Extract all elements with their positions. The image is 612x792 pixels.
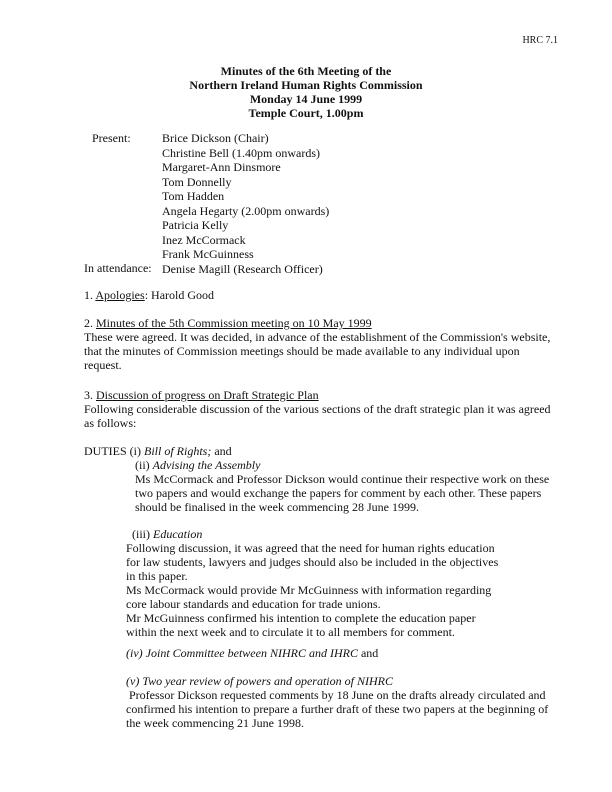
duty-suffix: and (211, 444, 232, 458)
paragraph-line: Ms McCormack and Professor Dickson would continue their respective work on these (135, 472, 550, 486)
paragraph-line: the week commencing 21 June 1998. (126, 716, 304, 730)
item-heading: Minutes of the 5th Commission meeting on 10 May 1999 (96, 316, 372, 330)
duty-iv (126, 646, 378, 660)
in-attendance: Denise Magill (Research Officer) (162, 261, 323, 276)
attendee: Tom Hadden (162, 189, 225, 203)
paragraph-line: as follows: (84, 416, 137, 430)
item-previous-minutes (84, 316, 550, 372)
attendee: Inez McCormack (162, 232, 246, 247)
attendee: Brice Dickson (Chair) (162, 131, 269, 145)
duty-iii-body (126, 541, 498, 639)
duty-iii-heading (132, 527, 202, 541)
paragraph-line: should be finalised in the week commencing 28 June 1999. (135, 500, 419, 514)
paragraph-line: two papers and would exchange the papers for comment by each other. These papers (135, 486, 542, 500)
document-reference: HRC 7.1 (522, 35, 558, 46)
paragraph-line: in this paper. (126, 569, 188, 583)
attendee: Frank McGuinness (162, 247, 254, 261)
item-number: 3. (84, 388, 93, 402)
item-text: : Harold Good (144, 288, 215, 302)
in-attendance-label: In attendance: (84, 261, 152, 275)
title-line: Minutes of the 6th Meeting of the (220, 64, 392, 78)
title-line: Temple Court, 1.00pm (248, 106, 364, 120)
paragraph-line: that the minutes of Commission meetings should be made available to any individual upon (84, 344, 520, 358)
item-number: 1. (84, 288, 93, 302)
duty-suffix: and (357, 646, 379, 660)
attendee: Patricia Kelly (162, 218, 229, 232)
paragraph-line: request. (84, 358, 122, 372)
duty-number: (iii) (132, 527, 150, 541)
attendee: Tom Donnelly (162, 174, 232, 189)
paragraph-line: core labour standards and education for trade unions. (126, 597, 381, 611)
item-heading: Discussion of progress on Draft Strategic Plan (96, 388, 319, 402)
paragraph-line: Following considerable discussion of the various sections of the draft strategic plan it was agreed (84, 402, 551, 416)
duty-title: Bill of Rights; (144, 444, 212, 458)
duty-number: (i) (129, 444, 141, 458)
duty-i (84, 444, 232, 458)
title-line: Monday 14 June 1999 (249, 92, 363, 106)
present-list (162, 131, 329, 276)
item-strategic-plan (84, 388, 551, 430)
duty-number: (ii) (135, 458, 150, 472)
duty-title: (iv) Joint Committee between NIHRC and IHRC (126, 646, 358, 660)
paragraph-line: confirmed his intention to prepare a further draft of these two papers at the beginning of (126, 702, 549, 716)
duty-title: (v) Two year review of powers and operation of NIHRC (126, 674, 393, 688)
title-line: Northern Ireland Human Rights Commission (189, 78, 423, 92)
duty-v (126, 674, 548, 730)
item-heading: Apologies (95, 288, 145, 302)
paragraph-line: for law students, lawyers and judges should also be included in the objectives (126, 555, 499, 569)
duty-ii (135, 458, 549, 514)
attendee: Christine Bell (1.40pm onwards) (162, 145, 320, 160)
document-title (0, 64, 612, 120)
paragraph-line: Ms McCormack would provide Mr McGuinness with information regarding (126, 583, 492, 597)
paragraph-line: Following discussion, it was agreed that the need for human rights education (126, 541, 495, 555)
paragraph-line: Professor Dickson requested comments by 18 June on the drafts already circulated and (126, 688, 546, 702)
paragraph-line: within the next week and to circulate it to all members for comment. (126, 625, 455, 639)
paragraph-line: Mr McGuinness confirmed his intention to complete the education paper (126, 611, 476, 625)
item-apologies (84, 288, 214, 302)
duties-label: DUTIES (84, 444, 127, 458)
attendee: Margaret-Ann Dinsmore (162, 160, 281, 174)
present-label: Present: (92, 131, 131, 145)
attendee: Angela Hegarty (2.00pm onwards) (162, 203, 330, 218)
paragraph-line: These were agreed. It was decided, in advance of the establishment of the Commission's website, (84, 330, 551, 344)
duty-title: Education (153, 527, 203, 541)
item-number: 2. (84, 316, 93, 330)
duty-title: Advising the Assembly (152, 458, 261, 472)
